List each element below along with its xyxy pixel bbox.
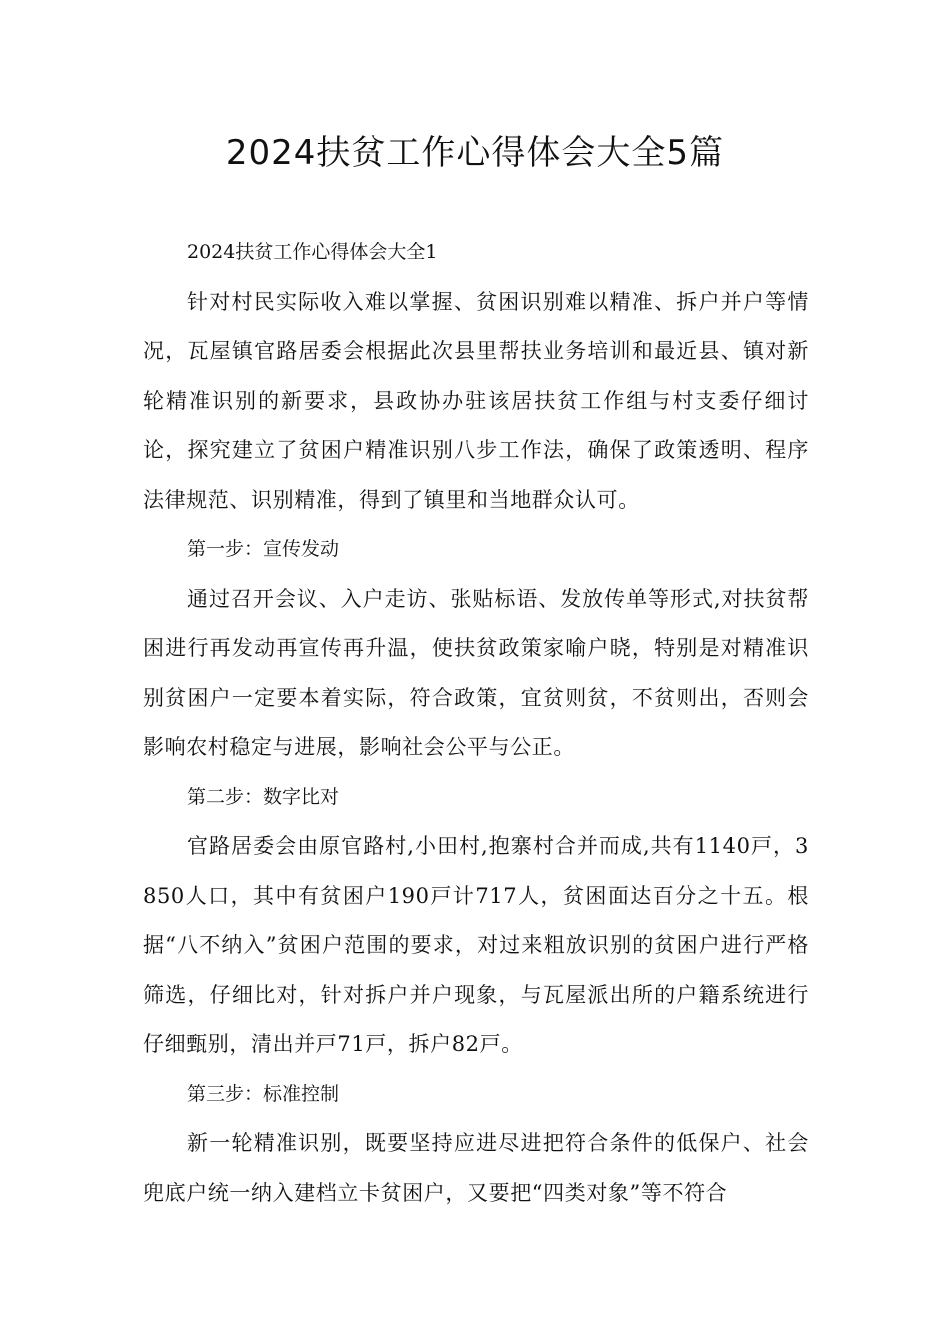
step-heading-3: 第三步：标准控制 <box>187 1082 340 1105</box>
body-paragraph: 官路居委会由原官路村,小田村,抱寨村合并而成,共有1140戸，3850人口，其中有贫困户190戸计717人，贫困面达百分之十五。根据“八不纳入”贫困户范围的要求，对过来粗放识别的贫困户进行严格筛选，仔细比对，针对拆户并户现象，与瓦屋派出所的户籍系统进行仔细甄别，清出并戸71戸，拆户82戸。 <box>143 834 809 1056</box>
section-heading: 2024扶贫工作心得体会大全1 <box>187 241 438 263</box>
step-heading-2: 第二步：数字比对 <box>187 785 340 808</box>
document-title: 2024扶贫工作心得体会大全5篇 <box>225 133 725 173</box>
body-paragraph: 新一轮精准识别，既要坚持应进尽进把符合条件的低保户、社会兜底户统一纳入建档立卡贫困户，又要把“四类对象”等不符合 <box>143 1131 809 1205</box>
step-heading-1: 第一步：宣传发动 <box>187 538 340 560</box>
body-paragraph: 针对村民实际收入难以掌握、贫困识别难以精准、拆户并户等情况，瓦屋镇官路居委会根据此次县里帮扶业务培训和最近县、镇对新轮精准识别的新要求，县政协办驻该居扶贫工作组与村支委仔细讨论，探究建立了贫困户精准识别八步工作法，确保了政策透明、程序法律规范、识别精准，得到了镇里和当地群众认可。 <box>143 289 809 512</box>
body-paragraph: 通过召开会议、入户走访、张贴标语、发放传单等形式,对扶贫帮困进行再发动再宣传再升温，使扶贫政策家喻户晓，特别是对精准识别贫困户一定要本着实际，符合政策，宜贫则贫，不贫则出，否则会影响农村稳定与进展，影响社会公平与公正。 <box>143 586 809 759</box>
document-body <box>143 228 809 1218</box>
